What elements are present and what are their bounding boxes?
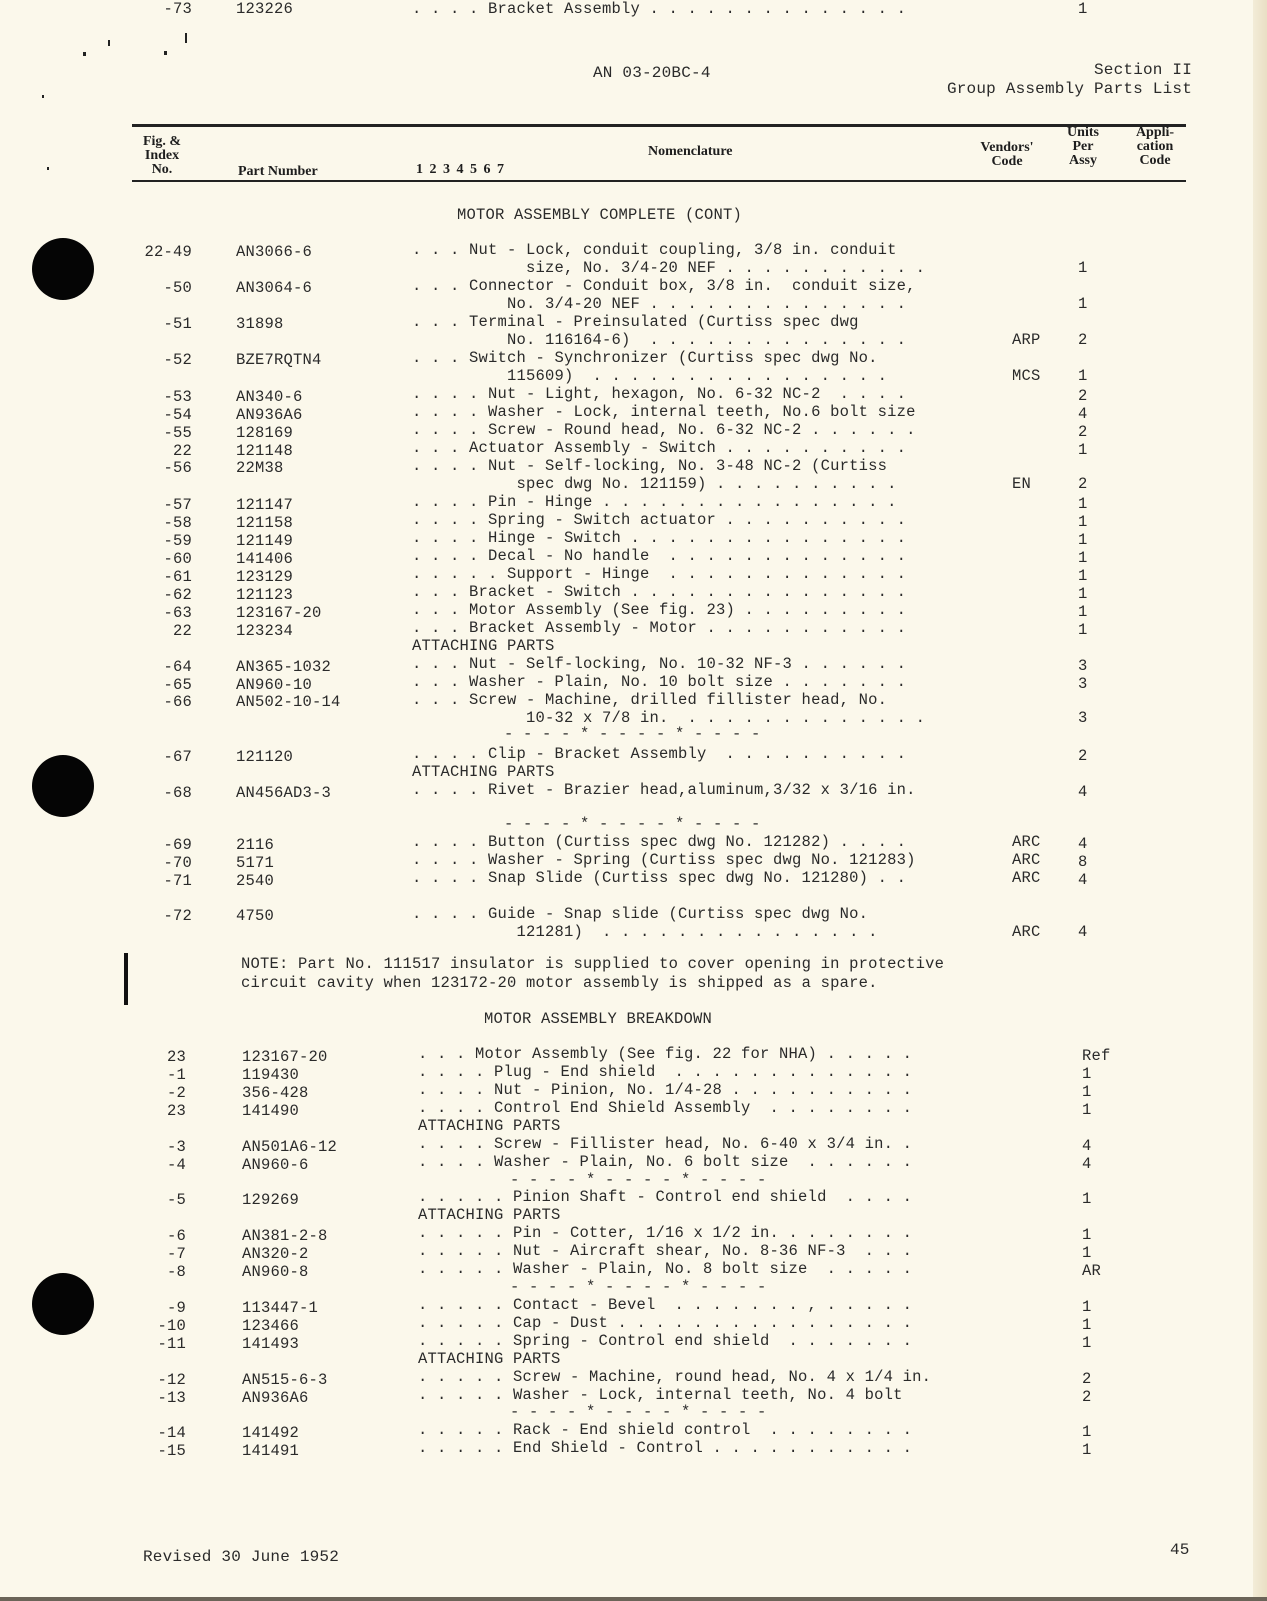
- fig-index: -50: [163, 279, 192, 297]
- fig-index: -58: [163, 514, 192, 532]
- col-units-line2: Per: [1072, 139, 1094, 154]
- part-number: 121149: [236, 532, 294, 550]
- units-per-assy: 1: [1078, 549, 1088, 567]
- fig-index: -13: [157, 1389, 186, 1407]
- vendor-code: ARC: [1012, 851, 1041, 869]
- units-per-assy: 1: [1078, 603, 1088, 621]
- units-per-assy: 1: [1078, 513, 1088, 531]
- fig-index: -73: [163, 0, 192, 18]
- part-number: AN3064-6: [236, 279, 313, 297]
- separator-line: - - - - * - - - - * - - - -: [510, 1278, 767, 1296]
- part-number: 123167-20: [242, 1048, 328, 1066]
- revision-date: Revised 30 June 1952: [143, 1548, 340, 1566]
- fig-index: -2: [166, 1084, 186, 1102]
- attaching-parts-label: ATTACHING PARTS: [418, 1206, 561, 1224]
- units-per-assy: 3: [1078, 657, 1088, 675]
- part-number: AN936A6: [236, 406, 303, 424]
- nomenclature-line: . . . . Snap Slide (Curtiss spec dwg No. 121280) . .: [412, 869, 907, 887]
- fig-index: -59: [163, 532, 192, 550]
- units-per-assy: 1: [1082, 1226, 1092, 1244]
- units-per-assy: 1: [1078, 531, 1088, 549]
- nomenclature-line: . . . Actuator Assembly - Switch . . . . . . . . . .: [412, 439, 907, 457]
- nomenclature-line: . . . . Plug - End shield . . . . . . . . . . . . .: [418, 1063, 913, 1081]
- nomenclature-line: . . . . . Pinion Shaft - Control end shield . . . .: [418, 1188, 913, 1206]
- part-number: AN960-6: [242, 1156, 309, 1174]
- fig-index: -70: [163, 854, 192, 872]
- units-per-assy: 4: [1078, 783, 1088, 801]
- col-vendors-code-line1: Vendors': [980, 140, 1034, 155]
- part-number: 5171: [236, 854, 275, 872]
- part-number: AN960-10: [236, 676, 313, 694]
- units-per-assy: 4: [1078, 871, 1088, 889]
- speck: [42, 95, 44, 98]
- fig-index: -55: [163, 424, 192, 442]
- col-appcode-line2: cation: [1136, 139, 1174, 154]
- fig-index: -7: [166, 1245, 186, 1263]
- attaching-parts-label: ATTACHING PARTS: [418, 1117, 561, 1135]
- part-number: 123234: [236, 622, 294, 640]
- fig-index: -65: [163, 676, 192, 694]
- col-indent-levels: 1 2 3 4 5 6 7: [416, 162, 504, 177]
- page-edge-bottom: [0, 1597, 1267, 1601]
- nomenclature-line: . . . . . Pin - Cotter, 1/16 x 1/2 in. . . . . . . .: [418, 1224, 913, 1242]
- units-per-assy: 3: [1078, 675, 1088, 693]
- part-number: AN340-6: [236, 388, 303, 406]
- part-number: 2116: [236, 836, 275, 854]
- fig-index: -10: [157, 1317, 186, 1335]
- part-number: AN502-10-14: [236, 693, 341, 711]
- vendor-code: EN: [1012, 475, 1032, 493]
- fig-index: -4: [166, 1156, 186, 1174]
- part-number: 141492: [242, 1424, 300, 1442]
- nomenclature-line: 10-32 x 7/8 in. . . . . . . . . . . . . .: [412, 709, 926, 727]
- separator-line: - - - - * - - - - * - - - -: [510, 1403, 767, 1421]
- col-appcode-line1: Appli-: [1135, 125, 1175, 140]
- nomenclature-line: . . . . Washer - Spring (Curtiss spec dwg No. 121283): [412, 851, 916, 869]
- units-per-assy: 2: [1078, 331, 1088, 349]
- units-per-assy: 2: [1078, 423, 1088, 441]
- units-per-assy: 1: [1082, 1334, 1092, 1352]
- units-per-assy: 3: [1078, 709, 1088, 727]
- nomenclature-line: . . . . . Washer - Plain, No. 8 bolt size . . . . .: [418, 1260, 913, 1278]
- part-number: 141493: [242, 1335, 300, 1353]
- part-number: 31898: [236, 315, 284, 333]
- nomenclature-line: . . . . Nut - Light, hexagon, No. 6-32 NC-2 . . . .: [412, 385, 907, 403]
- col-vendors-code: [972, 141, 1042, 169]
- units-per-assy: 4: [1078, 835, 1088, 853]
- units-per-assy: 1: [1082, 1298, 1092, 1316]
- fig-index: 22: [172, 442, 192, 460]
- punch-hole-top: [32, 238, 94, 300]
- speck: [108, 40, 110, 46]
- part-number: AN515-6-3: [242, 1371, 328, 1389]
- nomenclature-line: . . . . Rivet - Brazier head,aluminum,3/32 x 3/16 in.: [412, 781, 916, 799]
- nomenclature-line: . . . . Guide - Snap slide (Curtiss spec dwg No.: [412, 905, 869, 923]
- nomenclature-line: . . . Bracket - Switch . . . . . . . . . . . . . . .: [412, 583, 907, 601]
- separator-line: - - - - * - - - - * - - - -: [504, 725, 761, 743]
- col-fig-index-line1: Fig. &: [142, 134, 182, 149]
- nomenclature-line: . . . . Washer - Lock, internal teeth, No.6 bolt size: [412, 403, 916, 421]
- speck: [185, 33, 187, 43]
- speck: [83, 52, 86, 56]
- part-number: 141491: [242, 1442, 300, 1460]
- fig-index: -5: [166, 1191, 186, 1209]
- part-number: 123226: [236, 0, 294, 18]
- col-units-line1: Units: [1067, 125, 1099, 140]
- units-per-assy: 1: [1078, 621, 1088, 639]
- section-label: Section II: [1093, 61, 1192, 79]
- units-per-assy: 2: [1082, 1370, 1092, 1388]
- fig-index: -3: [166, 1138, 186, 1156]
- fig-index: -72: [163, 907, 192, 925]
- part-number: 121147: [236, 496, 294, 514]
- part-number: AN936A6: [242, 1389, 309, 1407]
- col-fig-index-line3: No.: [151, 162, 173, 177]
- punch-hole-middle: [32, 755, 94, 817]
- nomenclature-line: . . . . Washer - Plain, No. 6 bolt size . . . . . .: [418, 1153, 913, 1171]
- units-per-assy: 2: [1078, 475, 1088, 493]
- part-number: AN501A6-12: [242, 1138, 338, 1156]
- nomenclature-line: . . . . Hinge - Switch . . . . . . . . . . . . . . .: [412, 529, 907, 547]
- nomenclature-line: . . . . Decal - No handle . . . . . . . . . . . . .: [412, 547, 907, 565]
- fig-index: -15: [157, 1442, 186, 1460]
- part-number: AN320-2: [242, 1245, 309, 1263]
- col-units-per-assy: [1056, 126, 1110, 168]
- col-vendors-code-line2: Code: [991, 154, 1023, 169]
- fig-index: -67: [163, 748, 192, 766]
- fig-index: -51: [163, 315, 192, 333]
- nomenclature-line: No. 116164-6) . . . . . . . . . . . . . .: [412, 331, 907, 349]
- note-line-1: NOTE: Part No. 111517 insulator is supplied to cover opening in protective: [241, 955, 945, 973]
- vendor-code: MCS: [1012, 367, 1041, 385]
- attaching-parts-label: ATTACHING PARTS: [418, 1350, 561, 1368]
- units-per-assy: 1: [1078, 0, 1088, 18]
- col-fig-index: [134, 135, 190, 177]
- nomenclature-line: . . . . . Nut - Aircraft shear, No. 8-36 NF-3 . . .: [418, 1242, 913, 1260]
- part-number: AN381-2-8: [242, 1227, 328, 1245]
- col-part-number: Part Number: [238, 164, 318, 179]
- units-per-assy: 1: [1078, 259, 1088, 277]
- col-nomenclature: Nomenclature: [648, 144, 733, 159]
- fig-index: -69: [163, 836, 192, 854]
- fig-index: -54: [163, 406, 192, 424]
- fig-index: -57: [163, 496, 192, 514]
- fig-index: -6: [166, 1227, 186, 1245]
- units-per-assy: 4: [1078, 923, 1088, 941]
- section-title: MOTOR ASSEMBLY COMPLETE (CONT): [457, 206, 743, 224]
- header-top-rule: [132, 124, 1186, 127]
- nomenclature-line: . . . . Bracket Assembly . . . . . . . . . . . . . .: [412, 0, 907, 18]
- fig-index: -8: [166, 1263, 186, 1281]
- part-number: 121123: [236, 586, 294, 604]
- nomenclature-line: . . . . Nut - Self-locking, No. 3-48 NC-2 (Curtiss: [412, 457, 888, 475]
- nomenclature-line: spec dwg No. 121159) . . . . . . . . . .: [412, 475, 897, 493]
- nomenclature-line: . . . . . Screw - Machine, round head, No. 4 x 1/4 in.: [418, 1368, 932, 1386]
- part-number: 2540: [236, 872, 275, 890]
- part-number: 123129: [236, 568, 294, 586]
- fig-index: 23: [166, 1102, 186, 1120]
- fig-index: -63: [163, 604, 192, 622]
- part-number: 129269: [242, 1191, 300, 1209]
- part-number: 141490: [242, 1102, 300, 1120]
- nomenclature-line: . . . . Spring - Switch actuator . . . . . . . . . .: [412, 511, 907, 529]
- vendor-code: ARP: [1012, 331, 1041, 349]
- col-application-code: [1122, 126, 1188, 168]
- nomenclature-line: . . . Washer - Plain, No. 10 bolt size . . . . . . .: [412, 673, 907, 691]
- part-number: AN960-8: [242, 1263, 309, 1281]
- units-per-assy: 1: [1078, 295, 1088, 313]
- units-per-assy: 4: [1078, 405, 1088, 423]
- col-fig-index-line2: Index: [144, 148, 180, 163]
- section-title: MOTOR ASSEMBLY BREAKDOWN: [484, 1010, 713, 1028]
- units-per-assy: 1: [1078, 495, 1088, 513]
- separator-line: - - - - * - - - - * - - - -: [504, 815, 761, 833]
- nomenclature-line: . . . . . Contact - Bevel . . . . . . . , . . . . .: [418, 1296, 913, 1314]
- nomenclature-line: . . . Switch - Synchronizer (Curtiss spec dwg No.: [412, 349, 878, 367]
- fig-index: -56: [163, 459, 192, 477]
- nomenclature-line: 121281) . . . . . . . . . . . . . . .: [412, 923, 878, 941]
- fig-index: -14: [157, 1424, 186, 1442]
- fig-index: -9: [166, 1299, 186, 1317]
- nomenclature-line: No. 3/4-20 NEF . . . . . . . . . . . . . .: [412, 295, 907, 313]
- part-number: BZE7RQTN4: [236, 351, 322, 369]
- units-per-assy: 1: [1082, 1083, 1092, 1101]
- part-number: 128169: [236, 424, 294, 442]
- units-per-assy: 2: [1078, 747, 1088, 765]
- nomenclature-line: size, No. 3/4-20 NEF . . . . . . . . . . .: [412, 259, 926, 277]
- speck: [47, 167, 49, 170]
- nomenclature-line: . . . . Pin - Hinge . . . . . . . . . . . . . . . .: [412, 493, 897, 511]
- nomenclature-line: . . . . . Rack - End shield control . . . . . . . .: [418, 1421, 913, 1439]
- nomenclature-line: . . . . . Spring - Control end shield . . . . . . .: [418, 1332, 913, 1350]
- units-per-assy: 1: [1078, 367, 1088, 385]
- speck: [164, 51, 167, 55]
- part-number: 123167-20: [236, 604, 322, 622]
- fig-index: -71: [163, 872, 192, 890]
- part-number: AN3066-6: [236, 243, 313, 261]
- units-per-assy: 1: [1078, 567, 1088, 585]
- change-bar: [124, 953, 128, 1005]
- part-number: 123466: [242, 1317, 300, 1335]
- fig-index: -68: [163, 784, 192, 802]
- units-per-assy: 1: [1082, 1065, 1092, 1083]
- fig-index: -60: [163, 550, 192, 568]
- nomenclature-line: . . . Motor Assembly (See fig. 22 for NHA) . . . . .: [418, 1045, 913, 1063]
- attaching-parts-label: ATTACHING PARTS: [412, 763, 555, 781]
- part-number: 119430: [242, 1066, 300, 1084]
- punch-hole-bottom: [32, 1273, 94, 1335]
- units-per-assy: 4: [1082, 1155, 1092, 1173]
- units-per-assy: 1: [1082, 1423, 1092, 1441]
- nomenclature-line: 115609) . . . . . . . . . . . . . . . .: [412, 367, 888, 385]
- nomenclature-line: . . . Connector - Conduit box, 3/8 in. conduit size,: [412, 277, 916, 295]
- note-line-2: circuit cavity when 123172-20 motor assembly is shipped as a spare.: [241, 974, 878, 992]
- units-per-assy: 1: [1082, 1244, 1092, 1262]
- section-title: Group Assembly Parts List: [946, 80, 1192, 98]
- fig-index: -53: [163, 388, 192, 406]
- nomenclature-line: . . . . . Cap - Dust . . . . . . . . . . . . . . . .: [418, 1314, 913, 1332]
- fig-index: 22-49: [144, 243, 192, 261]
- units-per-assy: 8: [1078, 853, 1088, 871]
- part-number: 141406: [236, 550, 294, 568]
- units-per-assy: 2: [1078, 387, 1088, 405]
- nomenclature-line: . . . . Nut - Pinion, No. 1/4-28 . . . . . . . . . .: [418, 1081, 913, 1099]
- units-per-assy: 1: [1082, 1316, 1092, 1334]
- nomenclature-line: . . . Motor Assembly (See fig. 23) . . . . . . . . .: [412, 601, 907, 619]
- page-edge-right: [1253, 0, 1267, 1601]
- units-per-assy: 2: [1082, 1388, 1092, 1406]
- nomenclature-line: . . . . Control End Shield Assembly . . . . . . . .: [418, 1099, 913, 1117]
- fig-index: -12: [157, 1371, 186, 1389]
- vendor-code: ARC: [1012, 833, 1041, 851]
- part-number: 4750: [236, 907, 275, 925]
- nomenclature-line: . . . Nut - Self-locking, No. 10-32 NF-3 . . . . . .: [412, 655, 907, 673]
- units-per-assy: Ref: [1082, 1047, 1111, 1065]
- fig-index: -62: [163, 586, 192, 604]
- fig-index: -64: [163, 658, 192, 676]
- part-number: 121148: [236, 442, 294, 460]
- attaching-parts-label: ATTACHING PARTS: [412, 637, 555, 655]
- part-number: 121120: [236, 748, 294, 766]
- fig-index: 23: [166, 1048, 186, 1066]
- units-per-assy: 1: [1082, 1101, 1092, 1119]
- part-number: AN365-1032: [236, 658, 332, 676]
- nomenclature-line: . . . Terminal - Preinsulated (Curtiss spec dwg: [412, 313, 859, 331]
- vendor-code: ARC: [1012, 923, 1041, 941]
- part-number: 22M38: [236, 459, 284, 477]
- fig-index: -66: [163, 693, 192, 711]
- header-bottom-rule: [132, 180, 1186, 182]
- nomenclature-line: . . . Bracket Assembly - Motor . . . . . . . . . . .: [412, 619, 907, 637]
- nomenclature-line: . . . . . Support - Hinge . . . . . . . . . . . . .: [412, 565, 907, 583]
- separator-line: - - - - * - - - - * - - - -: [510, 1171, 767, 1189]
- units-per-assy: 4: [1082, 1137, 1092, 1155]
- units-per-assy: 1: [1078, 441, 1088, 459]
- fig-index: -11: [157, 1335, 186, 1353]
- part-number: 113447-1: [242, 1299, 319, 1317]
- nomenclature-line: . . . . Screw - Round head, No. 6-32 NC-2 . . . . . .: [412, 421, 916, 439]
- part-number: 356-428: [242, 1084, 309, 1102]
- fig-index: -52: [163, 351, 192, 369]
- units-per-assy: AR: [1082, 1262, 1102, 1280]
- col-appcode-line3: Code: [1139, 153, 1171, 168]
- page-number: 45: [1170, 1541, 1190, 1559]
- nomenclature-line: . . . . Button (Curtiss spec dwg No. 121282) . . . .: [412, 833, 907, 851]
- document-number: AN 03-20BC-4: [593, 64, 711, 82]
- fig-index: -61: [163, 568, 192, 586]
- nomenclature-line: . . . Screw - Machine, drilled fillister head, No.: [412, 691, 888, 709]
- nomenclature-line: . . . . . End Shield - Control . . . . . . . . . . .: [418, 1439, 913, 1457]
- nomenclature-line: . . . . . Washer - Lock, internal teeth, No. 4 bolt: [418, 1386, 903, 1404]
- units-per-assy: 1: [1078, 585, 1088, 603]
- units-per-assy: 1: [1082, 1190, 1092, 1208]
- part-number: 121158: [236, 514, 294, 532]
- part-number: AN456AD3-3: [236, 784, 332, 802]
- units-per-assy: 1: [1082, 1441, 1092, 1459]
- fig-index: -1: [166, 1066, 186, 1084]
- vendor-code: ARC: [1012, 869, 1041, 887]
- nomenclature-line: . . . . Clip - Bracket Assembly . . . . . . . . . .: [412, 745, 907, 763]
- col-units-line3: Assy: [1068, 153, 1097, 168]
- fig-index: 22: [172, 622, 192, 640]
- nomenclature-line: . . . . Screw - Fillister head, No. 6-40 x 3/4 in. .: [418, 1135, 913, 1153]
- nomenclature-line: . . . Nut - Lock, conduit coupling, 3/8 in. conduit: [412, 241, 897, 259]
